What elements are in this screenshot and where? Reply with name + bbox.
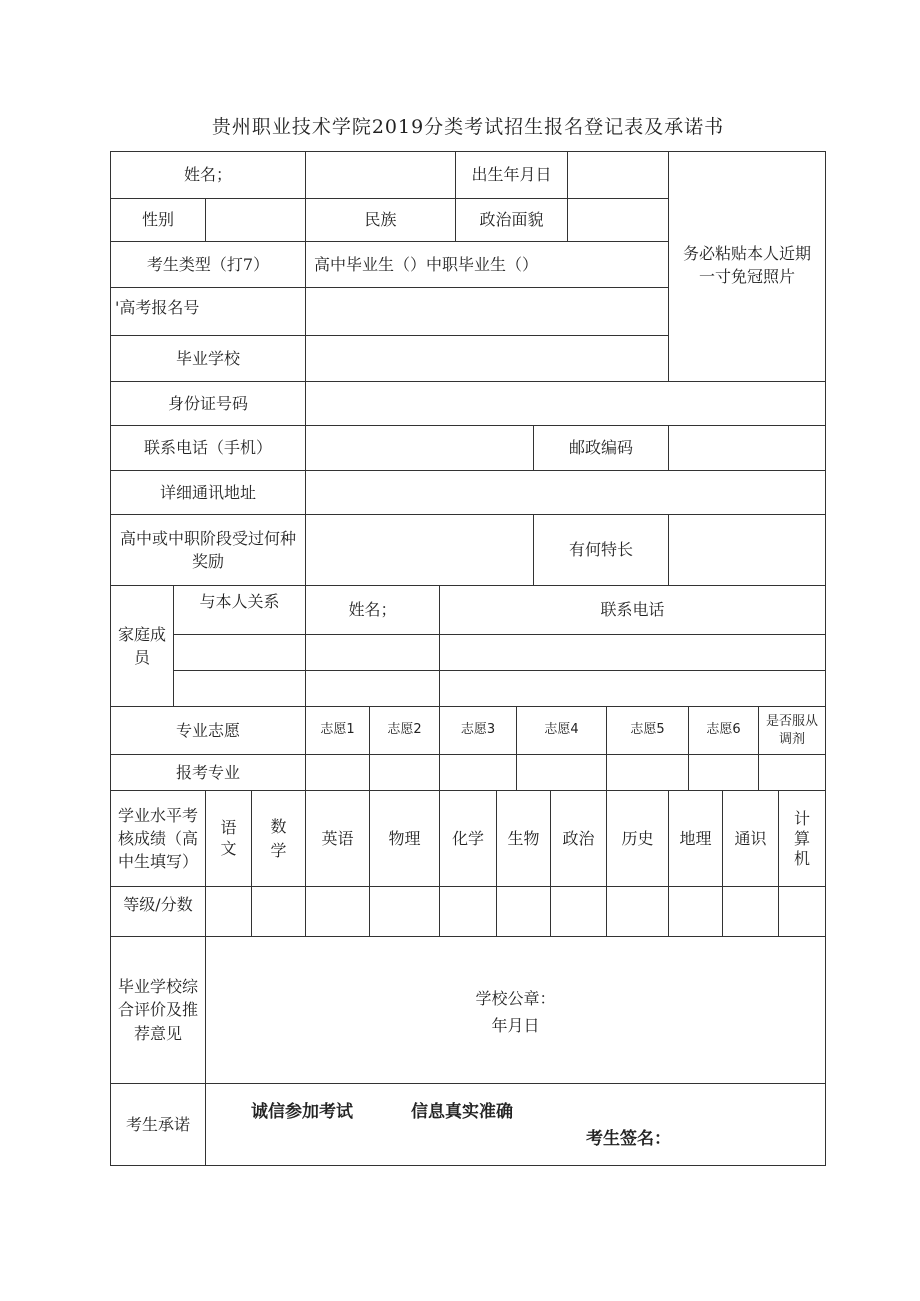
subject-general: 通识 bbox=[723, 791, 779, 887]
subject-biology: 生物 bbox=[497, 791, 551, 887]
grade-chinese[interactable] bbox=[206, 887, 252, 937]
type-label: 考生类型（打7） bbox=[111, 242, 306, 288]
subject-physics: 物理 bbox=[370, 791, 440, 887]
apply-major-label: 报考专业 bbox=[111, 755, 306, 791]
school-label: 毕业学校 bbox=[111, 336, 306, 382]
subject-math bbox=[252, 791, 306, 887]
subject-geography: 地理 bbox=[669, 791, 723, 887]
awards-label: 高中或中职阶段受过何种奖励 bbox=[111, 515, 306, 586]
subject-math-label: 数学 bbox=[270, 816, 287, 860]
gender-label: 性别 bbox=[111, 199, 206, 242]
family-phone-1[interactable] bbox=[440, 635, 826, 671]
address-field[interactable] bbox=[306, 471, 826, 515]
grade-math[interactable] bbox=[252, 887, 306, 937]
apply-adjust[interactable] bbox=[759, 755, 826, 791]
grade-politics[interactable] bbox=[551, 887, 607, 937]
exam-no-label: '高考报名号 bbox=[111, 288, 306, 336]
subject-computer bbox=[779, 791, 826, 887]
grade-biology[interactable] bbox=[497, 887, 551, 937]
type-options[interactable]: 高中毕业生（）中职毕业生（） bbox=[306, 242, 669, 288]
birth-label: 出生年月日 bbox=[456, 152, 568, 199]
apply-major-1[interactable] bbox=[306, 755, 370, 791]
evaluation-field[interactable] bbox=[206, 937, 826, 1084]
family-name-1[interactable] bbox=[306, 635, 440, 671]
grade-label: 等级/分数 bbox=[111, 887, 206, 937]
specialty-label: 有何特长 bbox=[534, 515, 669, 586]
address-label: 详细通讯地址 bbox=[111, 471, 306, 515]
family-phone-header: 联系电话 bbox=[440, 586, 826, 635]
political-field[interactable] bbox=[568, 199, 669, 242]
adjust-header: 是否服从调剂 bbox=[759, 707, 826, 755]
ethnicity-label: 民族 bbox=[306, 199, 456, 242]
id-field[interactable] bbox=[306, 382, 826, 426]
apply-major-3[interactable] bbox=[440, 755, 517, 791]
phone-label: 联系电话（手机） bbox=[111, 426, 306, 471]
wish-2-header: 志愿2 bbox=[370, 707, 440, 755]
subject-chemistry: 化学 bbox=[440, 791, 497, 887]
signature-label: 考生签名： bbox=[586, 1129, 671, 1148]
family-relation-2[interactable] bbox=[174, 671, 306, 707]
family-name-header: 姓名； bbox=[306, 586, 440, 635]
form-title: 贵州职业技术学院2019分类考试招生报名登记表及承诺书 bbox=[211, 116, 725, 138]
seal-label: 学校公章： bbox=[475, 989, 556, 1008]
subject-computer-label: 计算机 bbox=[793, 808, 810, 868]
wish-4-header: 志愿4 bbox=[517, 707, 607, 755]
phone-field[interactable] bbox=[306, 426, 534, 471]
wish-5-header: 志愿5 bbox=[607, 707, 689, 755]
major-wish-label: 专业志愿 bbox=[111, 707, 306, 755]
date-label: 年月日 bbox=[491, 1016, 540, 1035]
photo-box[interactable]: 务必粘贴本人近期一寸免冠照片 bbox=[669, 152, 826, 382]
wish-1-header: 志愿1 bbox=[306, 707, 370, 755]
relation-header: 与本人关系 bbox=[174, 586, 306, 635]
subject-politics: 政治 bbox=[551, 791, 607, 887]
subject-english: 英语 bbox=[306, 791, 370, 887]
grade-history[interactable] bbox=[607, 887, 669, 937]
id-label: 身份证号码 bbox=[111, 382, 306, 426]
postcode-label: 邮政编码 bbox=[534, 426, 669, 471]
specialty-field[interactable] bbox=[669, 515, 826, 586]
apply-major-6[interactable] bbox=[689, 755, 759, 791]
family-name-2[interactable] bbox=[306, 671, 440, 707]
wish-6-header: 志愿6 bbox=[689, 707, 759, 755]
apply-major-2[interactable] bbox=[370, 755, 440, 791]
subject-history: 历史 bbox=[607, 791, 669, 887]
political-label: 政治面貌 bbox=[456, 199, 568, 242]
grade-physics[interactable] bbox=[370, 887, 440, 937]
grade-general[interactable] bbox=[723, 887, 779, 937]
grade-computer[interactable] bbox=[779, 887, 826, 937]
pledge-honest: 诚信参加考试 bbox=[251, 1102, 353, 1121]
name-label: 姓名； bbox=[111, 152, 306, 199]
grade-english[interactable] bbox=[306, 887, 370, 937]
family-relation-1[interactable] bbox=[174, 635, 306, 671]
exam-no-field[interactable] bbox=[306, 288, 669, 336]
postcode-field[interactable] bbox=[669, 426, 826, 471]
grade-geography[interactable] bbox=[669, 887, 723, 937]
apply-major-5[interactable] bbox=[607, 755, 689, 791]
subject-chinese-label: 语文 bbox=[220, 817, 237, 858]
pledge-accurate: 信息真实准确 bbox=[411, 1102, 513, 1121]
registration-form bbox=[110, 151, 826, 1166]
subject-chinese bbox=[206, 791, 252, 887]
family-label: 家庭成员 bbox=[111, 586, 174, 707]
birth-field[interactable] bbox=[568, 152, 669, 199]
evaluation-label: 毕业学校综合评价及推荐意见 bbox=[111, 937, 206, 1084]
apply-major-4[interactable] bbox=[517, 755, 607, 791]
grade-chemistry[interactable] bbox=[440, 887, 497, 937]
school-field[interactable] bbox=[306, 336, 669, 382]
pledge-field[interactable] bbox=[206, 1084, 826, 1166]
wish-3-header: 志愿3 bbox=[440, 707, 517, 755]
family-phone-2[interactable] bbox=[440, 671, 826, 707]
scores-label: 学业水平考核成绩（高中生填写） bbox=[111, 791, 206, 887]
gender-field[interactable] bbox=[206, 199, 306, 242]
name-field[interactable] bbox=[306, 152, 456, 199]
pledge-label: 考生承诺 bbox=[111, 1084, 206, 1166]
awards-field[interactable] bbox=[306, 515, 534, 586]
